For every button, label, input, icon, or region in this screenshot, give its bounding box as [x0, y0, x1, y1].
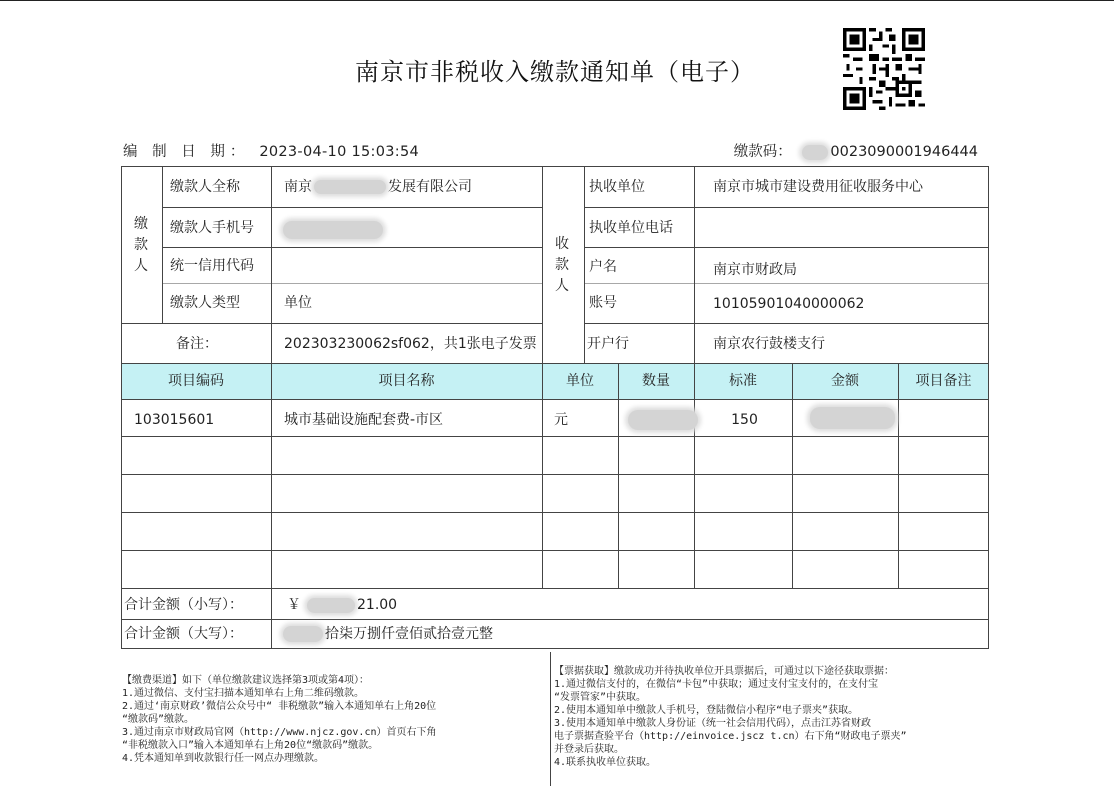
item-standard: 150 [731, 412, 758, 428]
bank-label: 开户行 [587, 336, 629, 352]
total-small-value: ￥ 21.00 [287, 597, 398, 613]
payer-type-value: 单位 [284, 295, 312, 311]
remark-label: 备注： [176, 336, 218, 352]
issue-date-row [123, 140, 419, 161]
qr-code[interactable] [843, 28, 925, 110]
payment-code-label: 缴款码： [733, 144, 792, 160]
account-name-label: 户名 [589, 259, 617, 275]
payer-type-label: 缴款人类型 [170, 295, 240, 311]
account-no-label: 账号 [589, 295, 617, 311]
payer-phone-label: 缴款人手机号 [170, 220, 254, 236]
payer-name-value: 南京 发展有限公司 [284, 179, 472, 195]
item-unit: 元 [554, 412, 568, 428]
redacted-blur [307, 598, 355, 613]
col-header-code: 项目编码 [168, 373, 224, 389]
payer-name-label: 缴款人全称 [170, 179, 240, 195]
payee-unit-label: 执收单位 [589, 179, 645, 195]
total-big-label: 合计金额（大写）： [124, 626, 243, 642]
col-header-name: 项目名称 [378, 373, 435, 389]
item-amount-redacted [810, 407, 895, 429]
account-no-value: 10105901040000062 [713, 296, 865, 312]
item-code: 103015601 [134, 412, 215, 428]
col-header-standard: 标准 [729, 373, 757, 389]
issue-date-value: 2023-04-10 15:03:54 [259, 144, 420, 160]
issue-date-label: 编 制 日 期： [123, 144, 250, 160]
col-header-quantity: 数量 [642, 373, 670, 389]
redacted-blur [314, 180, 386, 194]
redacted-blur [283, 626, 323, 642]
item-name: 城市基础设施配套费-市区 [284, 412, 444, 428]
col-header-unit: 单位 [566, 373, 594, 389]
payment-channels-notes: 【缴费渠道】如下（单位缴款建议选择第3项或第4项）： 1.通过微信、支付宝扫描本通知单右上角二维码缴款。 2.通过‘南京财政’微信公众号中“ 非税缴款”输入本通知单右上角20位 “缴款码”缴款。 3.通过南京市财政局官网（http://www.njcz.gov.cn）首页右下角 “非税缴款入口”输入本通知单右上角20位“缴款码”缴款。 4.凭本通知单到收款银行任一网点办理缴款。 [122, 675, 437, 764]
receipt-retrieval-notes: 【票据获取】缴款成功并待执收单位开具票据后，可通过以下途径获取票据： 1.通过微信支付的，在微信“卡包”中获取；通过支付宝支付的，在支付宝 “发票管家”中获取。 2.使用本通知单中缴款人手机号，登陆微信小程序“电子票夹”获取。 3.使用本通知单中缴款人身份证（统一社会信用代码），点击江苏省财政 电子票据查验平台（http://einvoice.jscz t.cn）右下角“财政电子票夹” 并登录后获取。 4.联系执收单位获取。 [554, 666, 907, 768]
remark-value: 202303230062sf062，共1张电子发票 [284, 336, 537, 352]
credit-code-label: 统一信用代码 [170, 258, 254, 274]
top-border-line [0, 0, 1114, 1]
bank-value: 南京农行鼓楼支行 [713, 336, 825, 352]
total-small-label: 合计金额（小写）： [124, 597, 243, 613]
notes-divider [550, 652, 551, 786]
total-big-value: 拾柒万捌仟壹佰贰拾壹元整 [283, 625, 493, 643]
payee-unit-value: 南京市城市建设费用征收服务中心 [713, 179, 923, 195]
account-name-value: 南京市财政局 [713, 262, 797, 278]
payment-code-row [734, 140, 978, 161]
payer-section-label: 缴 款 人 [134, 216, 148, 274]
payment-code-value: 0023090001946444 [830, 144, 978, 160]
redacted-blur [802, 145, 828, 160]
payer-phone-redacted [283, 221, 383, 239]
payee-section-label: 收 款 人 [555, 236, 569, 294]
page-title: 南京市非税收入缴款通知单（电子） [355, 58, 755, 86]
col-header-note: 项目备注 [915, 373, 972, 389]
payment-notice-table [121, 166, 989, 649]
item-quantity-redacted [628, 410, 698, 430]
col-header-amount: 金额 [831, 373, 859, 389]
payee-phone-label: 执收单位电话 [589, 220, 673, 236]
